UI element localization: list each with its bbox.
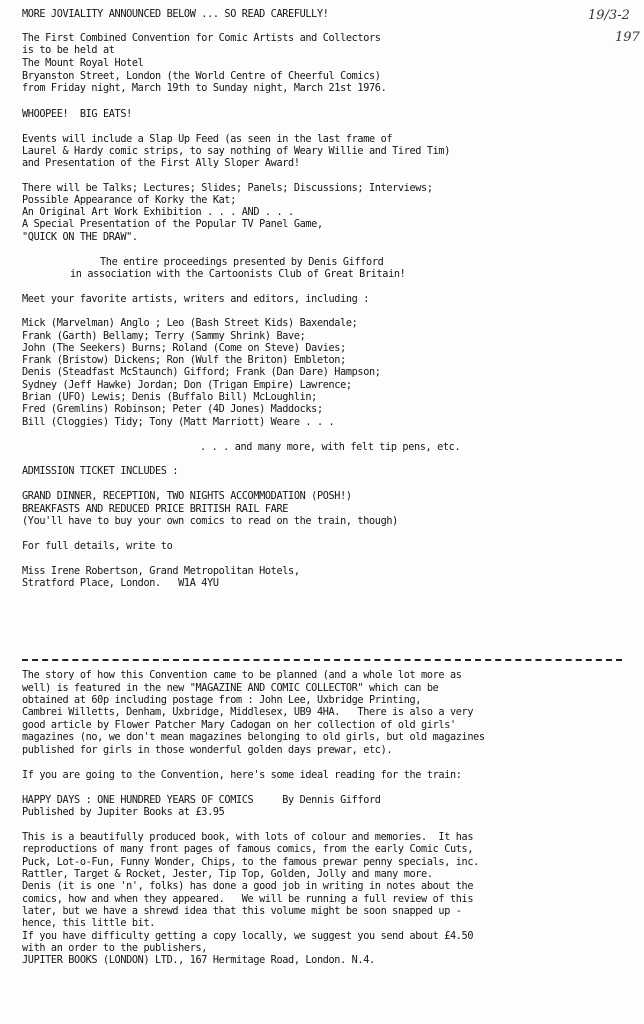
publisher-address-line: JUPITER BOOKS (LONDON) LTD., 167 Hermitage Road, London. N.4. [22,955,375,966]
programme-line: An Original Art Work Exhibition . . . AND . . . [22,207,294,218]
story-paragraph-line: well) is featured in the new "MAGAZINE AND COMIC COLLECTOR" which can be [22,683,439,694]
admission-line: BREAKFASTS AND REDUCED PRICE BRITISH RAIL FARE [22,504,289,515]
review-paragraph-line: This is a beautifully produced book, with lots of colour and memories. It has [22,832,474,843]
programme-line: Possible Appearance of Korky the Kat; [22,195,236,206]
review-paragraph-line: Puck, Lot-o-Fun, Funny Wonder, Chips, to the famous prewar penny specials, inc. [22,857,479,868]
story-paragraph-line: good article by Flower Patcher Mary Cadogan on her collection of old girls' [22,720,456,731]
artist-list-line: Frank (Garth) Bellamy; Terry (Sammy Shrink) Bave; [22,331,306,342]
many-more-line: . . . and many more, with felt tip pens, etc. [200,442,461,453]
programme-line: There will be Talks; Lectures; Slides; Panels; Discussions; Interviews; [22,183,433,194]
convention-intro-line: The First Combined Convention for Comic Artists and Collectors [22,33,381,44]
review-paragraph-line: Rattler, Target & Rocket, Jester, Tip Top, Golden, Jolly and many more. [22,869,433,880]
book-title-line: HAPPY DAYS : ONE HUNDRED YEARS OF COMICS By Dennis Gifford [22,795,381,806]
review-paragraph-line: reproductions of many front pages of famous comics, from the early Comic Cuts, [22,844,474,855]
admission-line: (You'll have to buy your own comics to read on the train, though) [22,516,398,527]
headline: MORE JOVIALITY ANNOUNCED BELOW ... SO READ CAREFULLY! [22,9,329,20]
admission-line: GRAND DINNER, RECEPTION, TWO NIGHTS ACCOMMODATION (POSH!) [22,491,352,502]
artist-list-line: Bill (Cloggies) Tidy; Tony (Matt Marriott) Weare . . . [22,417,335,428]
programme-line: A Special Presentation of the Popular TV Panel Game, [22,219,323,230]
convention-intro-line: is to be held at [22,45,115,56]
artist-list-line: John (The Seekers) Burns; Roland (Come on Steve) Davies; [22,343,346,354]
story-paragraph-line: obtained at 60p including postage from : John Lee, Uxbridge Printing, [22,695,422,706]
events-line: Events will include a Slap Up Feed (as seen in the last frame of [22,134,393,145]
events-line: and Presentation of the First Ally Sloper Award! [22,158,300,169]
presenter-line: The entire proceedings presented by Denis Gifford [100,257,384,268]
review-paragraph-line: later, but we have a shrewd idea that this volume might be soon snapped up - [22,906,462,917]
artist-list-line: Mick (Marvelman) Anglo ; Leo (Bash Street Kids) Baxendale; [22,318,358,329]
dashed-divider [22,659,622,661]
story-paragraph-line: The story of how this Convention came to be planned (and a whole lot more as [22,670,462,681]
review-paragraph-line: Denis (it is one 'n', folks) has done a good job in writing in notes about the [22,881,474,892]
events-line: Laurel & Hardy comic strips, to say nothing of Weary Willie and Tired Tim) [22,146,450,157]
review-paragraph-line: comics, how and when they appeared. We will be running a full review of this [22,894,474,905]
handwritten-date-note: 19/3-2 [588,8,630,23]
contact-address-line: Miss Irene Robertson, Grand Metropolitan Hotels, [22,566,300,577]
handwritten-year-note: 197 [615,30,640,45]
presenter-line: in association with the Cartoonists Club of Great Britain! [70,269,406,280]
story-paragraph-line: Cambrei Willetts, Denham, Uxbridge, Middlesex, UB9 4HA. There is also a very [22,707,474,718]
dates-line: from Friday night, March 19th to Sunday night, March 21st 1976. [22,83,387,94]
details-intro: For full details, write to [22,541,173,552]
venue-line: Bryanston Street, London (the World Centre of Cheerful Comics) [22,71,381,82]
story-paragraph-line: published for girls in those wonderful golden days prewar, etc). [22,745,393,756]
artists-intro: Meet your favorite artists, writers and editors, including : [22,294,370,305]
programme-line: "QUICK ON THE DRAW". [22,232,138,243]
venue-line: The Mount Royal Hotel [22,58,144,69]
reading-intro: If you are going to the Convention, here's some ideal reading for the train: [22,770,462,781]
review-paragraph-line: hence, this little bit. [22,918,156,929]
artist-list-line: Denis (Steadfast McStaunch) Gifford; Frank (Dan Dare) Hampson; [22,367,381,378]
order-line: If you have difficulty getting a copy locally, we suggest you send about £4.50 [22,931,474,942]
order-line: with an order to the publishers, [22,943,208,954]
story-paragraph-line: magazines (no, we don't mean magazines belonging to old girls, but old magazines [22,732,485,743]
contact-address-line: Stratford Place, London. W1A 4YU [22,578,219,589]
whoopee-line: WHOOPEE! BIG EATS! [22,109,132,120]
artist-list-line: Fred (Gremlins) Robinson; Peter (4D Jones) Maddocks; [22,404,323,415]
artist-list-line: Frank (Bristow) Dickens; Ron (Wulf the Briton) Embleton; [22,355,346,366]
admission-heading: ADMISSION TICKET INCLUDES : [22,466,179,477]
artist-list-line: Sydney (Jeff Hawke) Jordan; Don (Trigan Empire) Lawrence; [22,380,352,391]
artist-list-line: Brian (UFO) Lewis; Denis (Buffalo Bill) McLoughlin; [22,392,317,403]
book-publisher-line: Published by Jupiter Books at £3.95 [22,807,225,818]
